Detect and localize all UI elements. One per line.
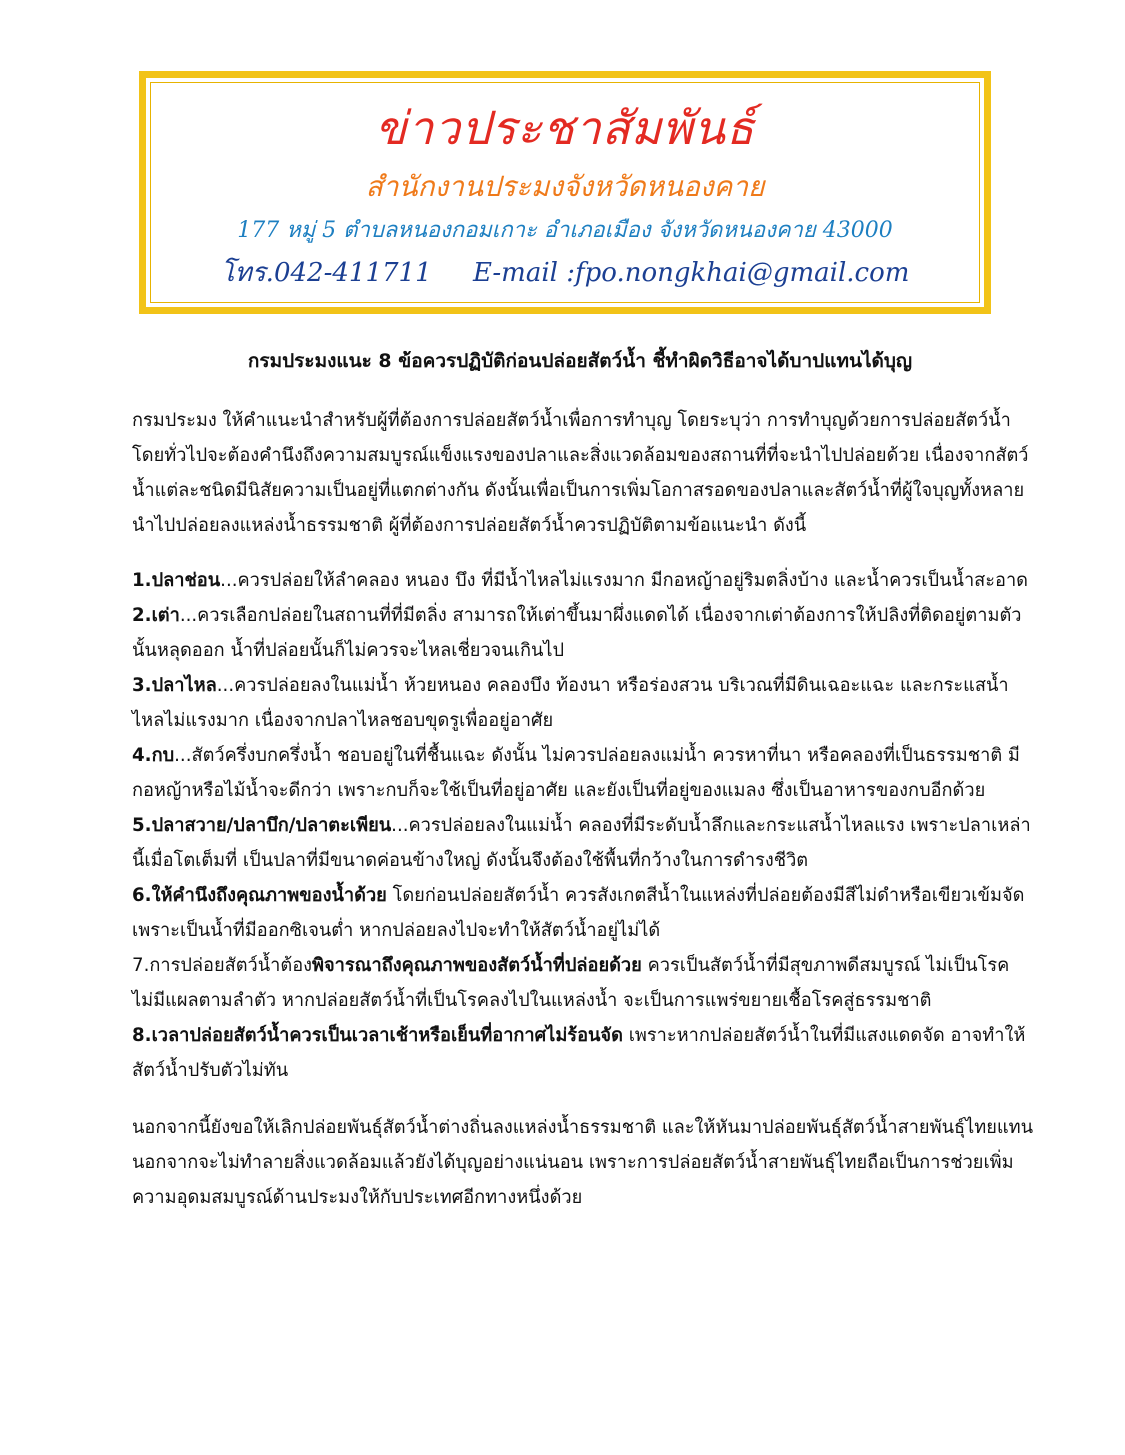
item-text: ...สัตว์ครึ่งบกครึ่งน้ำ ชอบอยู่ในที่ชื้นแฉะ ดังนั้น ไม่ควรปล่อยลงแม่น้ำ ควรหาที่นา หรือคลองที่เป็นธรรมชาติ มีกอหญ้าหรือไม้น้ำจะดีกว่า เพราะกบก็จะใช้เป็นที่อยู่อาศัย และยังเป็นที่อยู่ของแมลง ซึ่งเป็นอาหารของกบอีกด้วย: [132, 745, 1020, 801]
banner-title: ข่าวประชาสัมพันธ์: [374, 101, 755, 155]
list-item: [132, 948, 1037, 1018]
banner-address: 177 หมู่ 5 ตำบลหนองกอมเกาะ อำเภอเมือง จังหวัดหนองคาย 43000: [237, 218, 893, 243]
intro-paragraph: กรมประมง ให้คำแนะนำสำหรับผู้ที่ต้องการปล่อยสัตว์น้ำเพื่อการทำบุญ โดยระบุว่า การทำบุญด้วยการปล่อยสัตว์น้ำโดยทั่วไปจะต้องคำนึงถึงความสมบูรณ์แข็งแรงของปลาและสิ่งแวดล้อมของสถานที่ที่จะนำไปปล่อยด้วย เนื่องจากสัตว์น้ำแต่ละชนิดมีนิสัยความเป็นอยู่ที่แตกต่างกัน ดังนั้นเพื่อเป็นการเพิ่มโอกาสรอดของปลาและสัตว์น้ำที่ผู้ใจบุญทั้งหลายนำไปปล่อยลงแหล่งน้ำธรรมชาติ ผู้ที่ต้องการปล่อยสัตว์น้ำควรปฏิบัติตามข้อแนะนำ ดังนี้: [132, 410, 1029, 536]
item-lead: 7.การปล่อยสัตว์น้ำต้อง: [132, 955, 313, 976]
list-item: [132, 738, 1037, 808]
list-item: [132, 808, 1037, 878]
headline: กรมประมงแนะ 8 ข้อควรปฏิบัติก่อนปล่อยสัตว์น้ำ ชี้ทำผิดวิธีอาจได้บาปแทนได้บุญ: [247, 350, 913, 372]
item-title: 8.เวลาปล่อยสัตว์น้ำควรเป็นเวลาเช้าหรือเย็นที่อากาศไม่ร้อนจัด: [132, 1025, 623, 1046]
item-title: 4.กบ: [132, 745, 175, 766]
banner-office-name: สำนักงานประมงจังหวัดหนองคาย: [365, 170, 765, 203]
item-title: 6.ให้คำนึงถึงคุณภาพของน้ำด้วย: [132, 885, 387, 906]
item-title: 5.ปลาสวาย/ปลาบึก/ปลาตะเพียน: [132, 815, 392, 836]
item-text: ...ควรเลือกปล่อยในสถานที่ที่มีตลิ่ง สามารถให้เต่าขึ้นมาผึ่งแดดได้ เนื่องจากเต่าต้องการให้ปลิงที่ติดอยู่ตามตัวนั้นหลุดออก น้ำที่ปล่อยนั้นก็ไม่ควรจะไหลเชี่ยวจนเกินไป: [132, 605, 1022, 661]
article-body: [132, 403, 1037, 1215]
list-item: [132, 1018, 1037, 1088]
item-title: พิจารณาถึงคุณภาพของสัตว์น้ำที่ปล่อยด้วย: [312, 955, 642, 976]
list-item: [132, 563, 1037, 598]
banner-contact: [146, 256, 984, 290]
list-item: [132, 668, 1037, 738]
item-title: 1.ปลาช่อน: [132, 570, 221, 591]
item-title: 2.เต่า: [132, 605, 180, 626]
press-release-banner: [139, 71, 991, 314]
item-text: เพราะหากปล่อยสัตว์น้ำในที่มีแสงแดดจัด อาจทำให้สัตว์น้ำปรับตัวไม่ทัน: [132, 1025, 1026, 1081]
closing-paragraph: นอกจากนี้ยังขอให้เลิกปล่อยพันธุ์สัตว์น้ำต่างถิ่นลงแหล่งน้ำธรรมชาติ และให้หันมาปล่อยพันธุ์สัตว์น้ำสายพันธุ์ไทยแทน นอกจากจะไม่ทำลายสิ่งแวดล้อมแล้วยังได้บุญอย่างแน่นอน เพราะการปล่อยสัตว์น้ำสายพันธุ์ไทยถือเป็นการช่วยเพิ่มความอุดมสมบูรณ์ด้านประมงให้กับประเทศอีกทางหนึ่งด้วย: [132, 1117, 1034, 1208]
list-item: [132, 878, 1037, 948]
item-text: ...ควรปล่อยให้ลำคลอง หนอง บึง ที่มีน้ำไหลไม่แรงมาก มีกอหญ้าอยู่ริมตลิ่งบ้าง และน้ำควรเป็นน้ำสะอาด: [220, 570, 1028, 591]
item-text: โดยก่อนปล่อยสัตว์น้ำ ควรสังเกตสีน้ำในแหล่งที่ปล่อยต้องมีสีไม่ดำหรือเขียวเข้มจัด เพราะเป็นน้ำที่มีออกซิเจนต่ำ หากปล่อยลงไปจะทำให้สัตว์น้ำอยู่ไม่ได้: [132, 885, 1025, 941]
item-text: ...ควรปล่อยลงในแม่น้ำ คลองที่มีระดับน้ำลึกและกระแสน้ำไหลแรง เพราะปลาเหล่านี้เมื่อโตเต็มที่ เป็นปลาที่มีขนาดค่อนข้างใหญ่ ดังนั้นจึงต้องใช้พื้นที่กว้างในการดำรงชีวิต: [132, 815, 1031, 871]
item-text: ...ควรปล่อยลงในแม่น้ำ ห้วยหนอง คลองบึง ท้องนา หรือร่องสวน บริเวณที่มีดินเฉอะแฉะ และกระแสน้ำไหลไม่แรงมาก เนื่องจากปลาไหลชอบขุดรูเพื่ออยู่อาศัย: [132, 675, 1009, 731]
item-text: ควรเป็นสัตว์น้ำที่มีสุขภาพดีสมบูรณ์ ไม่เป็นโรค ไม่มีแผลตามลำตัว หากปล่อยสัตว์น้ำที่เป็นโรคลงไปในแหล่งน้ำ จะเป็นการแพร่ขยายเชื้อโรคสู่ธรรมชาติ: [132, 955, 1010, 1011]
banner-phone: โทร.042-411711: [220, 258, 432, 288]
list-item: [132, 598, 1037, 668]
item-title: 3.ปลาไหล: [132, 675, 217, 696]
banner-email: E-mail :fpo.nongkhai@gmail.com: [472, 258, 910, 288]
